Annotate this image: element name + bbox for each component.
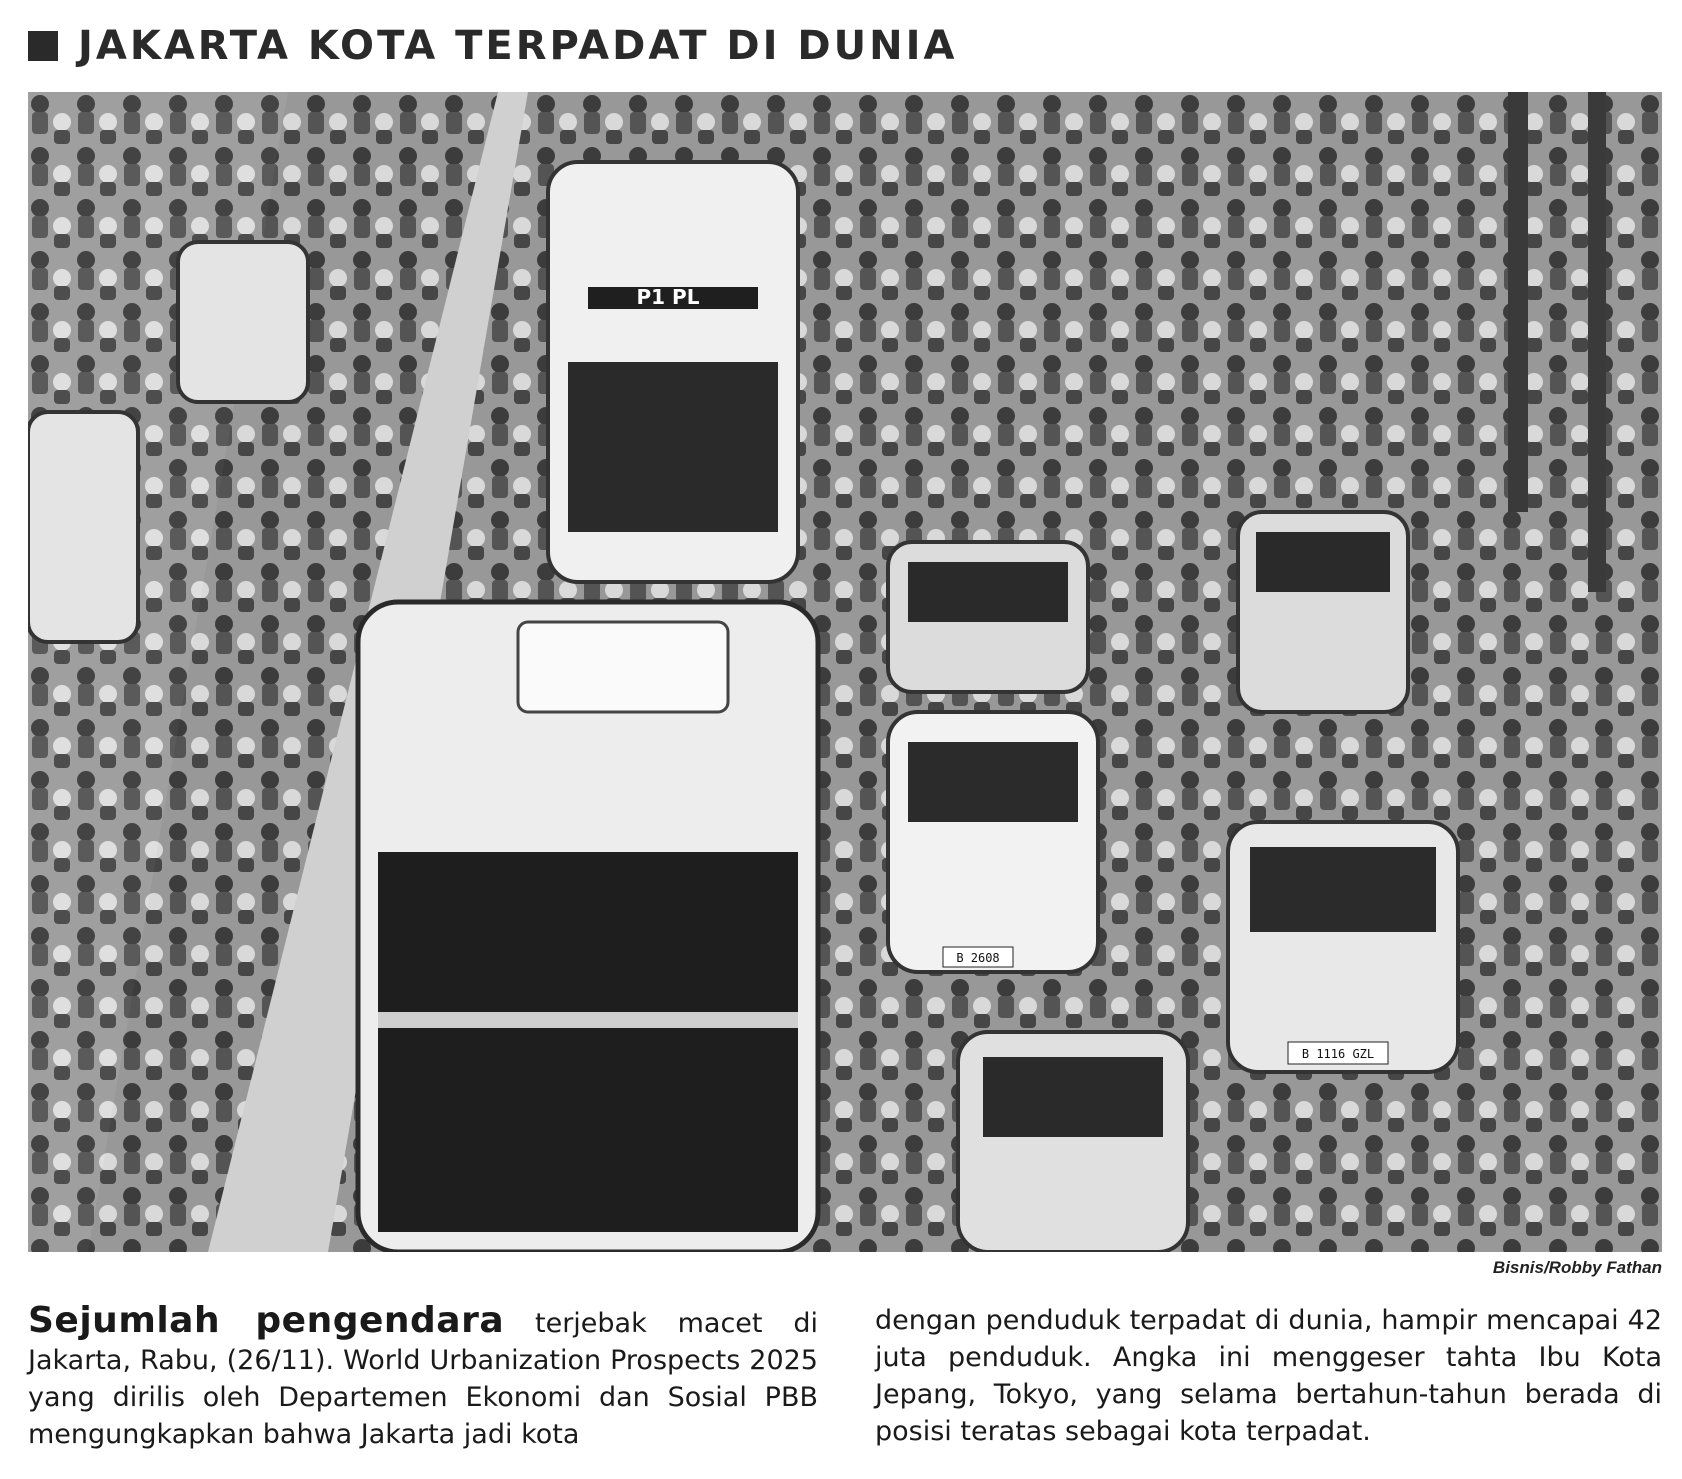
traffic-photo bbox=[28, 92, 1662, 1252]
headline bbox=[28, 18, 957, 74]
near-bus bbox=[358, 602, 818, 1252]
car-mid-right bbox=[1238, 512, 1408, 712]
car-mid bbox=[888, 542, 1088, 692]
traffic-photo-illustration bbox=[28, 92, 1662, 1252]
headline-text: JAKARTA KOTA TERPADAT DI DUNIA bbox=[78, 23, 958, 69]
caption-lead: Sejumlah pengendara bbox=[28, 1300, 505, 1341]
plate-right: B 1116 GZL bbox=[1301, 1047, 1375, 1061]
caption-left-column bbox=[28, 1302, 818, 1453]
car-center bbox=[888, 712, 1098, 972]
bus-route-sign: P1 PL bbox=[636, 285, 700, 309]
car-right bbox=[1228, 822, 1458, 1072]
photo-credit: Bisnis/Robby Fathan bbox=[1492, 1258, 1662, 1277]
caption-left-text: terjebak macet di Jakarta, Rabu, (26/11). World Urbanization Prospects 2025 yang dirilis oleh Departemen Ekonomi dan Sosial PBB mengungkapkan bahwa Jakarta jadi kota bbox=[28, 1308, 818, 1450]
plate-center: B 2608 bbox=[956, 951, 1000, 965]
car-front bbox=[958, 1032, 1188, 1252]
caption-right-column bbox=[875, 1302, 1662, 1450]
headline-square-marker bbox=[28, 31, 58, 61]
far-bus bbox=[548, 162, 798, 582]
caption-right-text: dengan penduduk terpadat di dunia, hampir mencapai 42 juta penduduk. Angka ini menggeser tahta Ibu Kota Jepang, Tokyo, yang selama bertahun-tahun berada di posisi teratas sebagai kota terpadat. bbox=[875, 1305, 1662, 1447]
